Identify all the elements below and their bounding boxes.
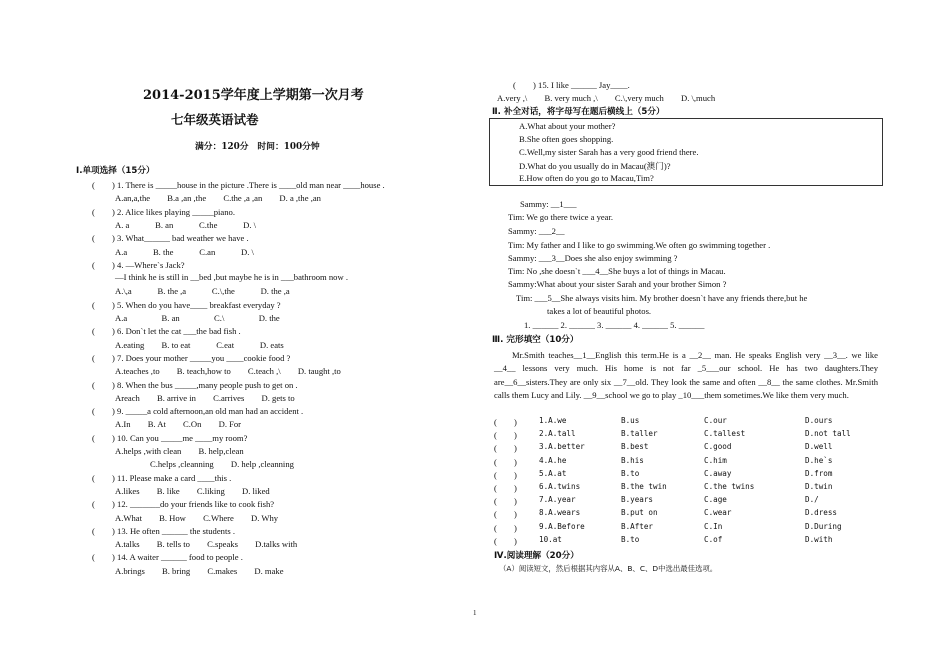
- cloze-option: D.During: [805, 521, 842, 531]
- answer-options: A.\,a B. the ,a C.\,the D. the ,a: [115, 286, 290, 297]
- answer-blanks: 1. ______ 2. ______ 3. ______ 4. ______ 5. ______: [524, 320, 705, 330]
- answer-options: A.eating B. to eat C.eat D. eats: [115, 339, 284, 350]
- cloze-option: C.age: [704, 495, 727, 505]
- answer-bracket: ( ): [494, 509, 517, 520]
- cloze-option: C.In: [704, 521, 723, 531]
- answer-bracket: ( ): [494, 483, 517, 493]
- answer-options: A.a B. the C.an D. \: [115, 246, 254, 257]
- answer-options: A.a B. an C.\ D. the: [115, 313, 280, 323]
- question-line: ( ) 14. A waiter ______ food to people .: [92, 552, 243, 563]
- answer-options: A.helps ,with clean B. help,clean: [115, 446, 244, 456]
- dialogue-line: Sammy: ___2__: [508, 226, 565, 236]
- cloze-option: 5.A.at: [539, 468, 567, 478]
- cloze-option: 2.A.tall: [539, 429, 576, 439]
- section-1-heading: Ⅰ.单项选择（15分）: [76, 166, 155, 176]
- exam-subtitle: 七年级英语试卷: [171, 112, 259, 127]
- cloze-option: C.of: [704, 534, 723, 544]
- answer-options: A.teaches ,to B. teach,how to C.teach ,\ D. taught ,to: [115, 366, 341, 377]
- cloze-option: 10.at: [539, 534, 562, 544]
- question-line: ( ) 2. Alice likes playing _____piano.: [92, 206, 235, 217]
- option-a: A.What about your mother?: [519, 121, 616, 131]
- question-line: ( ) 6. Don`t let the cat ___the bad fish .: [92, 326, 241, 337]
- dialogue-line: Tim: My father and I like to go swimming.We often go swimming together .: [508, 240, 771, 250]
- answer-options: A.likes B. like C.liking D. liked: [115, 485, 270, 496]
- cloze-option: D./: [805, 495, 819, 505]
- answer-options: —I think he is still in __bed ,but maybe he is in ___bathroom now .: [115, 272, 348, 283]
- reading-instruction: （A）阅读短文，然后根据其内容从A、B、C、D中选出最佳选项。: [499, 564, 718, 573]
- cloze-option: 4.A.he: [539, 455, 567, 465]
- dialogue-line: Sammy: ___3__Does she also enjoy swimming ?: [508, 253, 678, 263]
- question-line: ( ) 12. _______do your friends like to cook fish?: [92, 499, 275, 510]
- cloze-option: 9.A.Before: [539, 521, 585, 531]
- question-15: ( ) 15. I like ______ Jay____.: [513, 80, 630, 90]
- page-number: 1: [473, 609, 477, 617]
- exam-title: 2014-2015学年度上学期第一次月考: [143, 88, 364, 103]
- cloze-option: D.from: [805, 468, 833, 478]
- cloze-option: B.us: [621, 416, 640, 425]
- cloze-option: 3.A.better: [539, 442, 585, 452]
- cloze-option: C.the twins: [704, 482, 755, 491]
- cloze-option: C.our: [704, 416, 727, 425]
- cloze-option: 6.A.twins: [539, 482, 581, 491]
- cloze-option: D.ours: [805, 416, 833, 425]
- question-line: ( ) 9. _____a cold afternoon,an old man had an accident .: [92, 406, 304, 417]
- answer-bracket: ( ): [494, 430, 517, 441]
- answer-bracket: ( ): [494, 522, 517, 533]
- cloze-option: 8.A.wears: [539, 508, 581, 518]
- question-15-options: A.very ,\ B. very much ,\ C.\,very much D. \,much: [497, 93, 716, 103]
- cloze-option: B.the twin: [621, 482, 667, 491]
- answer-bracket: ( ): [494, 443, 517, 454]
- option-c: C.Well,my sister Sarah has a very good friend there.: [519, 147, 699, 157]
- answer-options: A.What B. How C.Where D. Why: [115, 512, 279, 523]
- question-line: ( ) 3. What______ bad weather we have .: [92, 233, 249, 244]
- answer-bracket: ( ): [494, 469, 517, 480]
- answer-options: A. a B. an C.the D. \: [115, 219, 257, 230]
- cloze-option: 1.A.we: [539, 416, 567, 425]
- cloze-option: B.to: [621, 534, 640, 544]
- cloze-option: B.years: [621, 495, 654, 505]
- cloze-option: B.After: [621, 521, 654, 531]
- answer-bracket: ( ): [494, 456, 517, 467]
- dialogue-line: Sammy:What about your sister Sarah and your brother Simon ?: [508, 279, 727, 289]
- answer-bracket: ( ): [494, 535, 517, 546]
- cloze-option: C.away: [704, 468, 732, 478]
- question-line: ( ) 11. Please make a card ____this .: [92, 472, 232, 483]
- answer-bracket: ( ): [494, 417, 517, 427]
- cloze-option: D.well: [805, 442, 833, 452]
- dialogue-line: Tim: No ,she doesn`t ___4__She buys a lot of things in Macau.: [508, 266, 726, 276]
- cloze-option: C.good: [704, 442, 732, 452]
- question-line: ( ) 7. Does your mother _____you ____cookie food ?: [92, 352, 291, 363]
- question-line: ( ) 1. There is _____house in the picture .There is ____old man near ____house .: [92, 180, 385, 190]
- dialogue-line: Tim: We go there twice a year.: [508, 212, 614, 222]
- answer-bracket: ( ): [494, 496, 517, 507]
- cloze-option: C.wear: [704, 508, 732, 518]
- question-line: ( ) 13. He often ______ the students .: [92, 525, 235, 536]
- option-b: B.She often goes shopping.: [519, 134, 614, 144]
- cloze-option: D.dress: [805, 508, 838, 518]
- answer-options: A.talks B. tells to C.speaks D.talks with: [115, 539, 298, 550]
- question-line: ( ) 10. Can you _____me ____my room?: [92, 432, 248, 443]
- cloze-option: B.to: [621, 468, 640, 478]
- cloze-option: D.with: [805, 534, 833, 544]
- option-d: D.What do you usually do in Macau(澳门)?: [519, 161, 671, 171]
- answer-options: A.an,a,the B.a ,an ,the C.the ,a ,an D. a ,the ,an: [115, 193, 321, 204]
- answer-options: A.brings B. bring C.makes D. make: [115, 565, 284, 576]
- section-2-heading: Ⅱ. 补全对话，将字母写在题后横线上（5分）: [492, 107, 665, 117]
- dialogue-line-5-cont: takes a lot of beautiful photos.: [547, 306, 652, 316]
- cloze-option: D.not tall: [805, 429, 851, 439]
- cloze-option: 7.A.year: [539, 495, 576, 505]
- answer-options: A.In B. At C.On D. For: [115, 419, 242, 430]
- cloze-option: D.he`s: [805, 455, 833, 465]
- question-line: ( ) 5. When do you have____ breakfast everyday ?: [92, 299, 281, 310]
- option-e: E.How often do you go to Macau,Tim?: [519, 173, 654, 183]
- cloze-passage: Mr.Smith teaches__1__English this term.He is a __2__ man. He speaks English very __3__. we like __4__ lessons very much. His home is not far _5___our school. He has two daughters.They are__6__sisters.They are only six __7__old. They look the same and often __8__ the same clothes. Mr.Smith calls them Lucy and Lily. __9__school we go to play _10___them sometimes.We like them very much.: [494, 350, 878, 400]
- exam-meta: 满分：120分 时间：100分钟: [195, 142, 320, 152]
- cloze-option: B.best: [621, 442, 649, 452]
- answer-options: Areach B. arrive in C.arrives D. gets to: [115, 392, 295, 403]
- dialogue-line: Sammy: __1___: [520, 199, 577, 209]
- dialogue-line-5: Tim: ___5__She always visits him. My brother doesn`t have any friends there,but he: [516, 293, 808, 303]
- section-4-heading: Ⅳ.阅读理解（20分）: [494, 551, 579, 561]
- dialogue-options-box: [489, 118, 883, 186]
- cloze-option: C.tallest: [704, 429, 746, 439]
- question-line: ( ) 4. —Where`s Jack?: [92, 259, 185, 270]
- question-line: ( ) 8. When the bus _____,many people push to get on .: [92, 379, 298, 390]
- answer-options: C.helps ,cleanning D. help ,cleanning: [150, 459, 294, 470]
- section-3-heading: Ⅲ. 完形填空（10分）: [492, 335, 579, 345]
- cloze-option: D.twin: [805, 482, 833, 491]
- cloze-option: B.put on: [621, 508, 658, 518]
- cloze-option: C.him: [704, 455, 727, 465]
- cloze-option: B.taller: [621, 429, 658, 439]
- cloze-option: B.his: [621, 455, 644, 465]
